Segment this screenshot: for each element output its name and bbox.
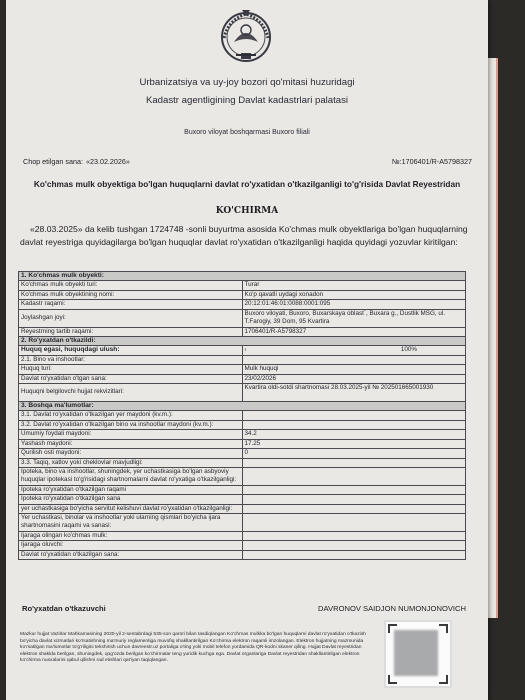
row-label: Joylashgan joyi: — [19, 309, 243, 327]
document-title: Ko'chmas mulk obyektiga bo'lgan huquqlarni davlat ro'yxatidan o'tkazilganligi to'g'risida Davlat Reyestridan — [33, 179, 461, 189]
row-label: Davlat ro'yxatidan o'tgan sana: — [19, 374, 243, 383]
state-emblem-icon — [218, 8, 274, 64]
section-header — [19, 337, 466, 346]
table-row — [19, 327, 466, 336]
share-value: 100% — [400, 346, 417, 354]
row-value — [242, 346, 466, 355]
print-date — [20, 157, 130, 166]
row-label: yer uchastkasiga bo'yicha servitut kelishuvi davlat ro'yxatidan o'tkazilganligi: — [19, 504, 243, 513]
registrar-role: Ro'yxatdan o'tkazuvchi — [22, 604, 106, 613]
row-value — [242, 485, 466, 494]
section-title: 1. Ko'chmas mulk obyekti: — [19, 272, 466, 281]
table-row — [19, 346, 466, 355]
table-row — [19, 550, 466, 559]
table-row — [19, 458, 466, 467]
row-value: 0 — [242, 449, 466, 458]
row-label: Ko'chmas mulk obyektining nomi: — [19, 290, 243, 299]
document-type: KO'CHIRMA — [215, 206, 279, 216]
row-value — [242, 420, 466, 429]
table-row — [19, 541, 466, 550]
print-date-value: «23.02.2026» — [85, 157, 130, 166]
row-label: Yer uchastkasi, binolar va inshootlar yoki ularning qismlari bo'yicha ijara shartnomasini raqami va sanasi: — [19, 513, 243, 531]
table-row — [19, 411, 466, 420]
table-row — [19, 449, 466, 458]
row-value — [242, 495, 466, 504]
row-value — [242, 458, 466, 467]
row-label: Umumiy foydali maydoni: — [19, 430, 243, 439]
row-label: Qurilish osti maydoni: — [19, 449, 243, 458]
intro-paragraph: «28.03.2025» da kelib tushgan 1724748 -sonli buyurtma asosida Ko'chmas mulk obyektlariga bo'lgan huquqlarning davlat reyestriga quyidagilarga bo'lgan huquqlar davlat ro'yxatidan o'tkazilganligi haqida quyidagi yozuvlar kiritilgan: — [20, 224, 468, 247]
table-row — [19, 504, 466, 513]
row-label: Ipoteka ro'yxatidan o'tkazilgan sana — [19, 495, 243, 504]
row-label: Yashash maydoni: — [19, 439, 243, 448]
registry-number: №:1706401/R-A5798327 — [391, 157, 472, 166]
row-label: 3.2. Davlat ro'yxatidan o'tkazilgan bino va inshootlar maydoni (kv.m.): — [19, 420, 243, 429]
table-row — [19, 467, 466, 485]
row-label: Ipoteka, bino va inshootlar, shuningdek, yer uchastkasiga bo'lgan asbyoviy huquqlar ipotekasi to'g'risidagi shartnomalarni davlat ro'yxatiga o'tkazilganligi: — [19, 467, 243, 485]
row-label: 2.1. Bino va inshootlar: — [19, 355, 243, 364]
table-row — [19, 384, 466, 402]
table-row — [19, 495, 466, 504]
table-row — [19, 513, 466, 531]
row-value: Buxoro viloyati, Buxoro, Buxarskaya oblast`, Buxara g., Dustlik MSG, ul. T.Farogiy, 39 Dom, 95 Kvartira — [242, 309, 466, 327]
row-label: Huquq turi: — [19, 365, 243, 374]
chamber-line: Kadastr agentligining Davlat kadastrlari palatasi — [145, 95, 349, 106]
row-value: 1706401/R-A5798327 — [242, 327, 466, 336]
agency-line: Urbanizatsiya va uy-joy bozori qo'mitasi huzuridagi — [139, 77, 355, 88]
row-value — [242, 411, 466, 420]
row-value: 23/02/2026 — [242, 374, 466, 383]
table-row — [19, 439, 466, 448]
table-row — [19, 290, 466, 299]
owner-share: ı 100% — [244, 346, 417, 354]
row-value — [242, 541, 466, 550]
registrar-name: DAVRONOV SAIDJON NUMONJONOVICH — [318, 604, 466, 613]
table-row — [19, 531, 466, 540]
table-row — [19, 281, 466, 290]
table-row — [19, 355, 466, 364]
section-header — [19, 402, 466, 411]
print-date-label: Chop etilgan sana: — [23, 157, 83, 166]
row-value: Mulk huquqi — [242, 365, 466, 374]
row-value — [242, 513, 466, 531]
row-label: Ipoteka ro'yxatidan o'tkazilgan raqami — [19, 485, 243, 494]
section-title: 2. Ro'yxatdan o'tkazildi: — [19, 337, 466, 346]
row-value — [242, 467, 466, 485]
row-label: Huquqni belgilovchi hujjat rekvizitlari: — [19, 384, 243, 402]
section-title: 3. Boshqa ma'lumotlar: — [19, 402, 466, 411]
branch-line: Buxoro viloyat boshqarmasi Buxoro filiali — [184, 129, 310, 136]
row-value — [242, 504, 466, 513]
row-label: 3.3. Taqiq, xatlov yoki cheklovlar mavjudligi: — [19, 458, 243, 467]
row-value — [242, 355, 466, 364]
document-page — [6, 0, 488, 700]
section-header — [19, 272, 466, 281]
qr-redaction — [394, 630, 438, 676]
row-label: 3.1. Davlat ro'yxatidan o'tkazilgan yer maydoni (kv.m.): — [19, 411, 243, 420]
row-label: Reyestrning tartib raqami: — [19, 327, 243, 336]
registry-table — [18, 271, 466, 560]
row-label: Davlat ro'yxatidan o'tkazilgan sana: — [19, 550, 243, 559]
table-row — [19, 300, 466, 309]
row-value — [242, 531, 466, 540]
table-row — [19, 374, 466, 383]
row-label: Kadastr raqami: — [19, 300, 243, 309]
table-row — [19, 430, 466, 439]
row-value: Turar — [242, 281, 466, 290]
row-label: Huquq egasi, huquqdagi ulush: — [19, 346, 243, 355]
row-label: Ijaraga oluvchi: — [19, 541, 243, 550]
row-value: Ko'p qavatli uydagi xonadon — [242, 290, 466, 299]
table-row — [19, 309, 466, 327]
row-label: Ijaraga olingan ko'chmas mulk: — [19, 531, 243, 540]
row-value: Kvartira oldi-sotdi shartnomasi 28.03.2025-yil № 202501665001930 — [242, 384, 466, 402]
row-value — [242, 550, 466, 559]
qr-code-icon — [384, 620, 452, 688]
table-row — [19, 420, 466, 429]
row-value: 17.25 — [242, 439, 466, 448]
row-label: Ko'chmas mulk obyekti turi: — [19, 281, 243, 290]
legal-footer: Mazkur hujjat Vazirlar Mahkamasining 2020-yil 2-sentabrdagi 535-son qarori bilan tasdiqlangan Ko'chmas mulkka bo'lgan huquqlarni davlat ro'yxatidan o'tkazish bo'yicha davlat xizmatlari ko'rsatishning ma'muriy reglamentiga muvofiq shakllantirilgan Ko'chirma elektron raqamli imzolangan. Elektron hujjatning mazmunida ko'rsatilgan ma'lumotlar to'g'riligini tekshirish uchun davreestr.uz portaliga o'ting yoki mobil telefon yordamida QR-kodni skaner qiling. Hujjat Davlat reyestridan elektron shaklda berilgan, shuningdek, qog'ozda berilgan ko'chirmalar teng yuridik kuchga ega. Davlat organlariga Davlat reyestridan shakllantirilgan elektron ko'chirma nusxalarini qabul qilishni rad etishlari qat'iyan taqiqlangan. — [20, 632, 366, 664]
table-row — [19, 485, 466, 494]
row-value: 34.2 — [242, 430, 466, 439]
table-row — [19, 365, 466, 374]
row-value: 20:12:01:46:01:0088:0001:095 — [242, 300, 466, 309]
